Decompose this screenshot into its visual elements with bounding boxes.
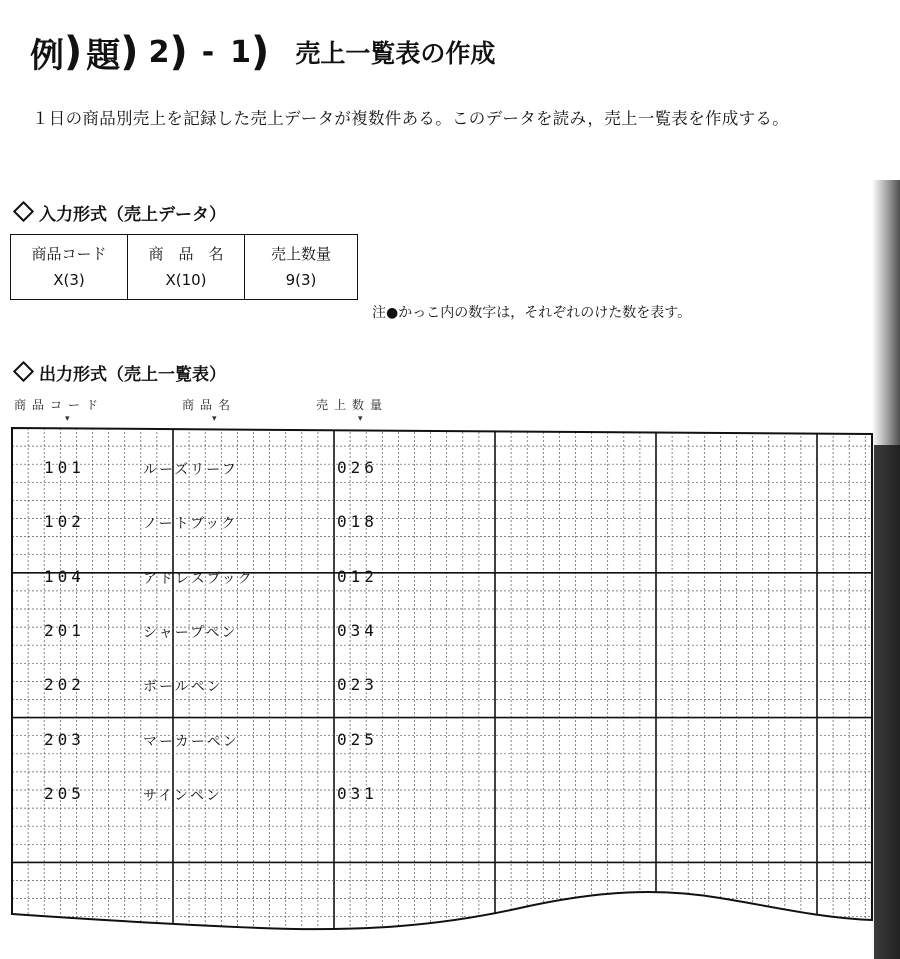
row-code: 102	[44, 512, 85, 531]
row-code: 203	[44, 730, 85, 749]
input-col-name-format: X(10)	[165, 271, 207, 289]
row-name: ボールペン	[143, 679, 223, 695]
output-label-code: 商品コード	[14, 398, 105, 412]
input-col-name	[128, 235, 245, 300]
row-qty: 023	[337, 675, 378, 694]
title-text: 売上一覧表の作成	[295, 39, 496, 68]
row-name: ノートブック	[143, 516, 238, 532]
tick-qty-icon: ▾	[358, 414, 363, 424]
output-label-name: 商品名	[182, 398, 237, 412]
input-format-heading-text: 入力形式（売上データ）	[39, 205, 226, 225]
row-qty: 031	[337, 784, 378, 803]
title-example-char-1: 例	[30, 35, 64, 76]
row-name: マーカーペン	[143, 734, 239, 750]
input-col-qty-format: 9(3)	[285, 271, 317, 289]
tick-name-icon: ▾	[212, 414, 217, 424]
title-paren-2: )	[120, 29, 139, 75]
title-paren-4: )	[251, 29, 270, 75]
title-paren-3: )	[169, 29, 188, 75]
row-qty: 012	[337, 567, 378, 586]
input-format-heading	[12, 200, 226, 225]
input-col-qty-header: 売上数量	[270, 245, 331, 263]
row-name: アドレスブック	[143, 571, 254, 587]
title-number: 1	[230, 34, 252, 70]
input-col-code	[11, 235, 128, 300]
input-col-code-format: X(3)	[53, 271, 85, 289]
title-example-char-2: 題	[86, 35, 121, 76]
diamond-icon	[13, 361, 34, 382]
input-col-qty	[245, 235, 358, 300]
row-name: サインペン	[143, 788, 223, 804]
row-code: 101	[44, 458, 85, 477]
problem-description: １日の商品別売上を記録した売上データが複数件ある。このデータを読み，売上一覧表を作成する。	[32, 109, 789, 128]
diamond-icon	[13, 201, 34, 222]
page-edge-dark	[874, 445, 900, 959]
output-format-heading-text: 出力形式（売上一覧表）	[39, 365, 226, 385]
row-name: シャープペン	[143, 625, 238, 641]
input-col-name-header: 商 品 名	[148, 245, 224, 263]
page-title	[30, 22, 495, 82]
input-col-code-header: 商品コード	[31, 245, 107, 263]
grid-border	[12, 428, 872, 929]
title-paren-1: )	[64, 29, 83, 75]
row-qty: 018	[337, 512, 378, 531]
row-qty: 025	[337, 730, 378, 749]
tick-code-icon: ▾	[65, 414, 70, 424]
row-qty: 026	[337, 458, 378, 477]
row-name: ルーズリーフ	[143, 462, 238, 478]
title-dash: -	[201, 34, 215, 70]
row-qty: 034	[337, 621, 378, 640]
input-format-table	[10, 234, 358, 300]
row-code: 201	[44, 621, 85, 640]
output-label-qty: 売上数量	[316, 398, 389, 412]
row-code: 205	[44, 784, 85, 803]
row-code: 202	[44, 675, 85, 694]
output-format-heading	[12, 360, 226, 385]
input-format-note: 注●かっこ内の数字は，それぞれのけた数を表す。	[372, 305, 692, 321]
row-code: 104	[44, 567, 85, 586]
title-chapter: 2	[148, 34, 170, 70]
output-layout-grid	[0, 420, 900, 959]
